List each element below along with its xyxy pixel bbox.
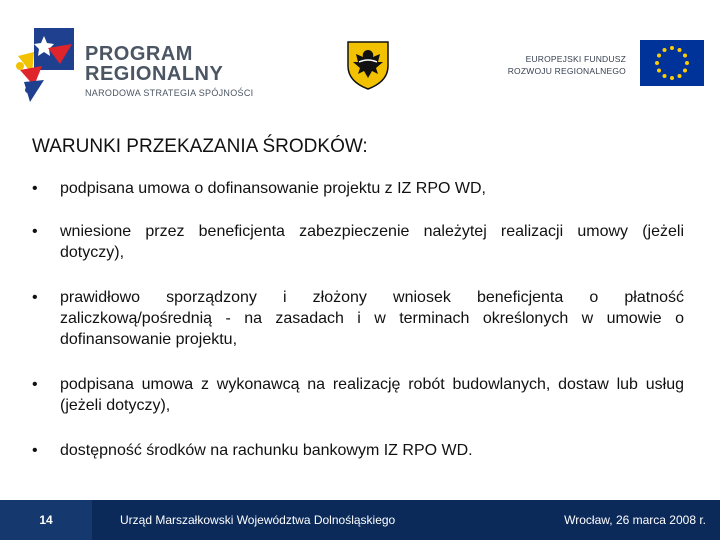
page-number: 14	[0, 500, 92, 540]
list-item: • wniesione przez beneficjenta zabezpieczenie należytej realizacji umowy (jeżeli dotyczy),	[32, 221, 684, 263]
slide-footer	[0, 500, 720, 540]
program-logo-line1: PROGRAM	[85, 43, 193, 65]
list-item: • prawidłowo sporządzony i złożony wniosek beneficjenta o płatność zaliczkową/pośrednią - na zasadach i w terminach określonych w umowie o dofinansowanie projektu,	[32, 287, 684, 350]
coat-of-arms-icon	[346, 40, 390, 90]
footer-institution: Urząd Marszałkowski Województwa Dolnośląskiego	[120, 513, 396, 527]
conditions-list	[32, 178, 684, 461]
list-item: • podpisana umowa o dofinansowanie projektu z IZ RPO WD,	[32, 178, 684, 199]
slide-header	[0, 0, 720, 110]
list-item: • podpisana umowa z wykonawcą na realizację robót budowlanych, dostaw lub usług (jeżeli dotyczy),	[32, 374, 684, 416]
eu-fund-text	[496, 53, 626, 77]
list-item: • dostępność środków na rachunku bankowym IZ RPO WD.	[32, 440, 684, 461]
footer-date: Wrocław, 26 marca 2008 r.	[564, 513, 706, 527]
eu-fund-line1: EUROPEJSKI FUNDUSZ	[525, 54, 626, 64]
eu-flag-icon	[640, 40, 704, 86]
slide-title: WARUNKI PRZEKAZANIA ŚRODKÓW:	[32, 136, 368, 157]
program-regionalny-logo-icon	[14, 26, 84, 104]
program-logo-subtitle: NARODOWA STRATEGIA SPÓJNOŚCI	[85, 88, 254, 98]
program-logo-text	[85, 44, 253, 98]
eu-fund-line2: ROZWOJU REGIONALNEGO	[507, 66, 626, 76]
program-logo-line2: REGIONALNY	[85, 63, 224, 85]
